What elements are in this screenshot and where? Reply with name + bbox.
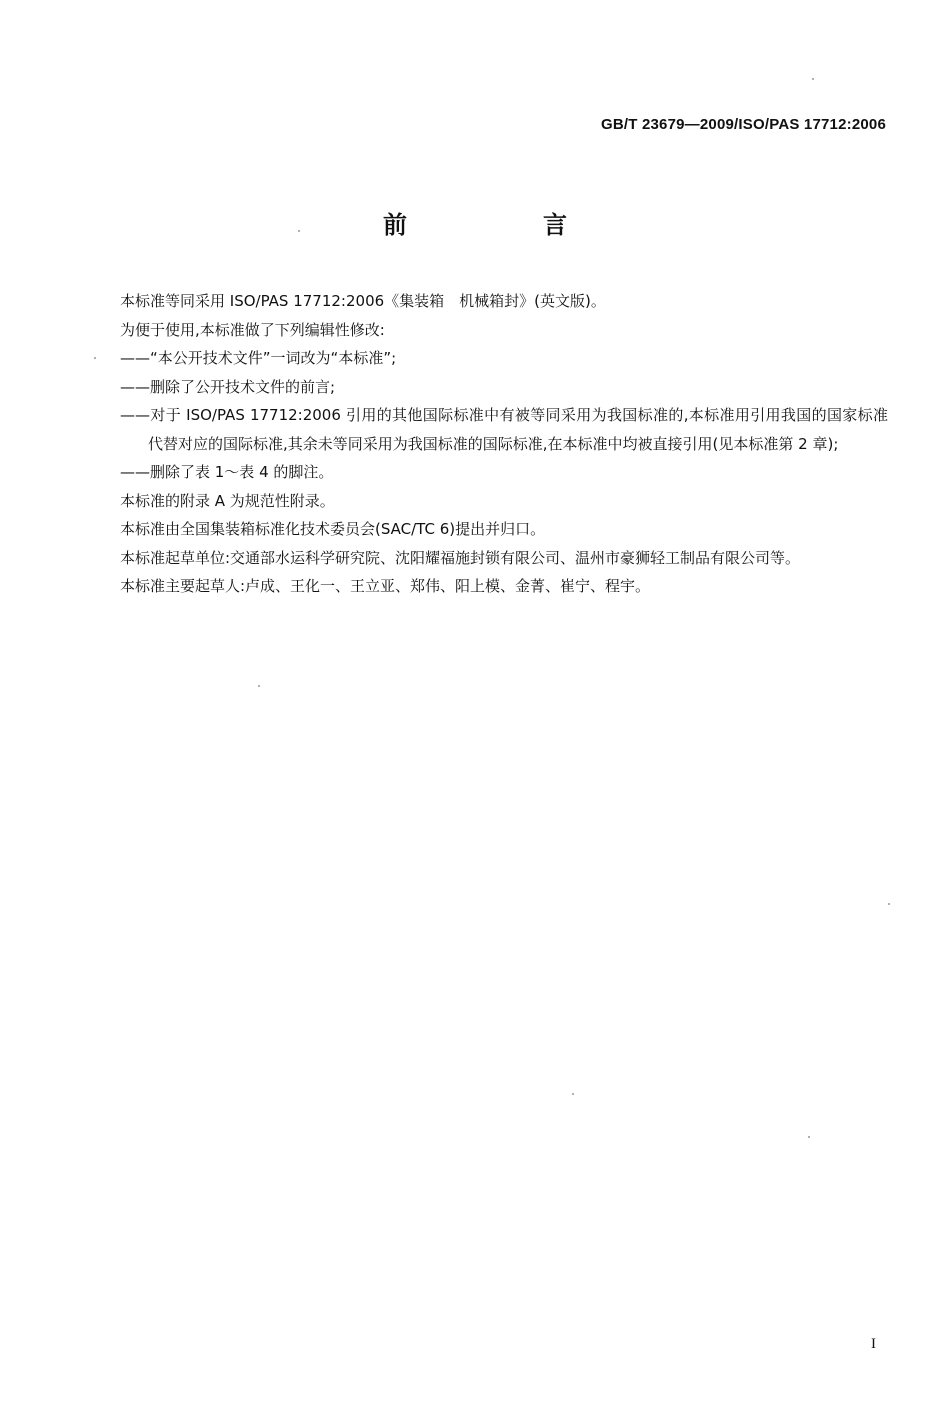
scan-speck xyxy=(94,357,96,359)
edit-item-3: ——对于 ISO/PAS 17712:2006 引用的其他国际标准中有被等同采用为我国标准的,本标准用引用我国的国家标准代替对应的国际标准,其余未等同采用为我国标准的国际标准,在本标准中均被直接引用(见本标准第 2 章); xyxy=(120,406,888,453)
standard-code: GB/T 23679—2009/ISO/PAS 17712:2006 xyxy=(600,116,886,133)
scan-speck xyxy=(812,78,814,80)
scan-speck xyxy=(888,903,890,905)
paragraph-adoption: 本标准等同采用 ISO/PAS 17712:2006《集装箱 机械箱封》(英文版)。 xyxy=(120,292,606,310)
paragraph-annex: 本标准的附录 A 为规范性附录。 xyxy=(120,491,335,510)
paragraph-drafting-units: 本标准起草单位:交通部水运科学研究院、沈阳耀福施封锁有限公司、温州市豪狮轻工制品有限公司等。 xyxy=(120,548,801,567)
edit-item-1: ——“本公开技术文件”一词改为“本标准”; xyxy=(120,349,397,367)
scan-speck xyxy=(572,1093,574,1095)
scan-speck xyxy=(258,685,260,687)
scan-speck xyxy=(298,230,300,232)
paragraph-edits-intro: 为便于使用,本标准做了下列编辑性修改: xyxy=(120,320,385,339)
foreword-body xyxy=(86,287,888,601)
paragraph-drafters: 本标准主要起草人:卢成、王化一、王立亚、郑伟、阳上模、金菁、崔宁、程宇。 xyxy=(120,577,651,595)
page-title: 前 言 xyxy=(383,211,623,239)
page-number: I xyxy=(871,1336,876,1352)
scan-speck xyxy=(808,1136,810,1138)
paragraph-proposer: 本标准由全国集装箱标准化技术委员会(SAC/TC 6)提出并归口。 xyxy=(120,520,546,538)
edit-item-2: ——删除了公开技术文件的前言; xyxy=(120,377,336,396)
edit-item-4: ——删除了表 1～表 4 的脚注。 xyxy=(120,463,334,481)
